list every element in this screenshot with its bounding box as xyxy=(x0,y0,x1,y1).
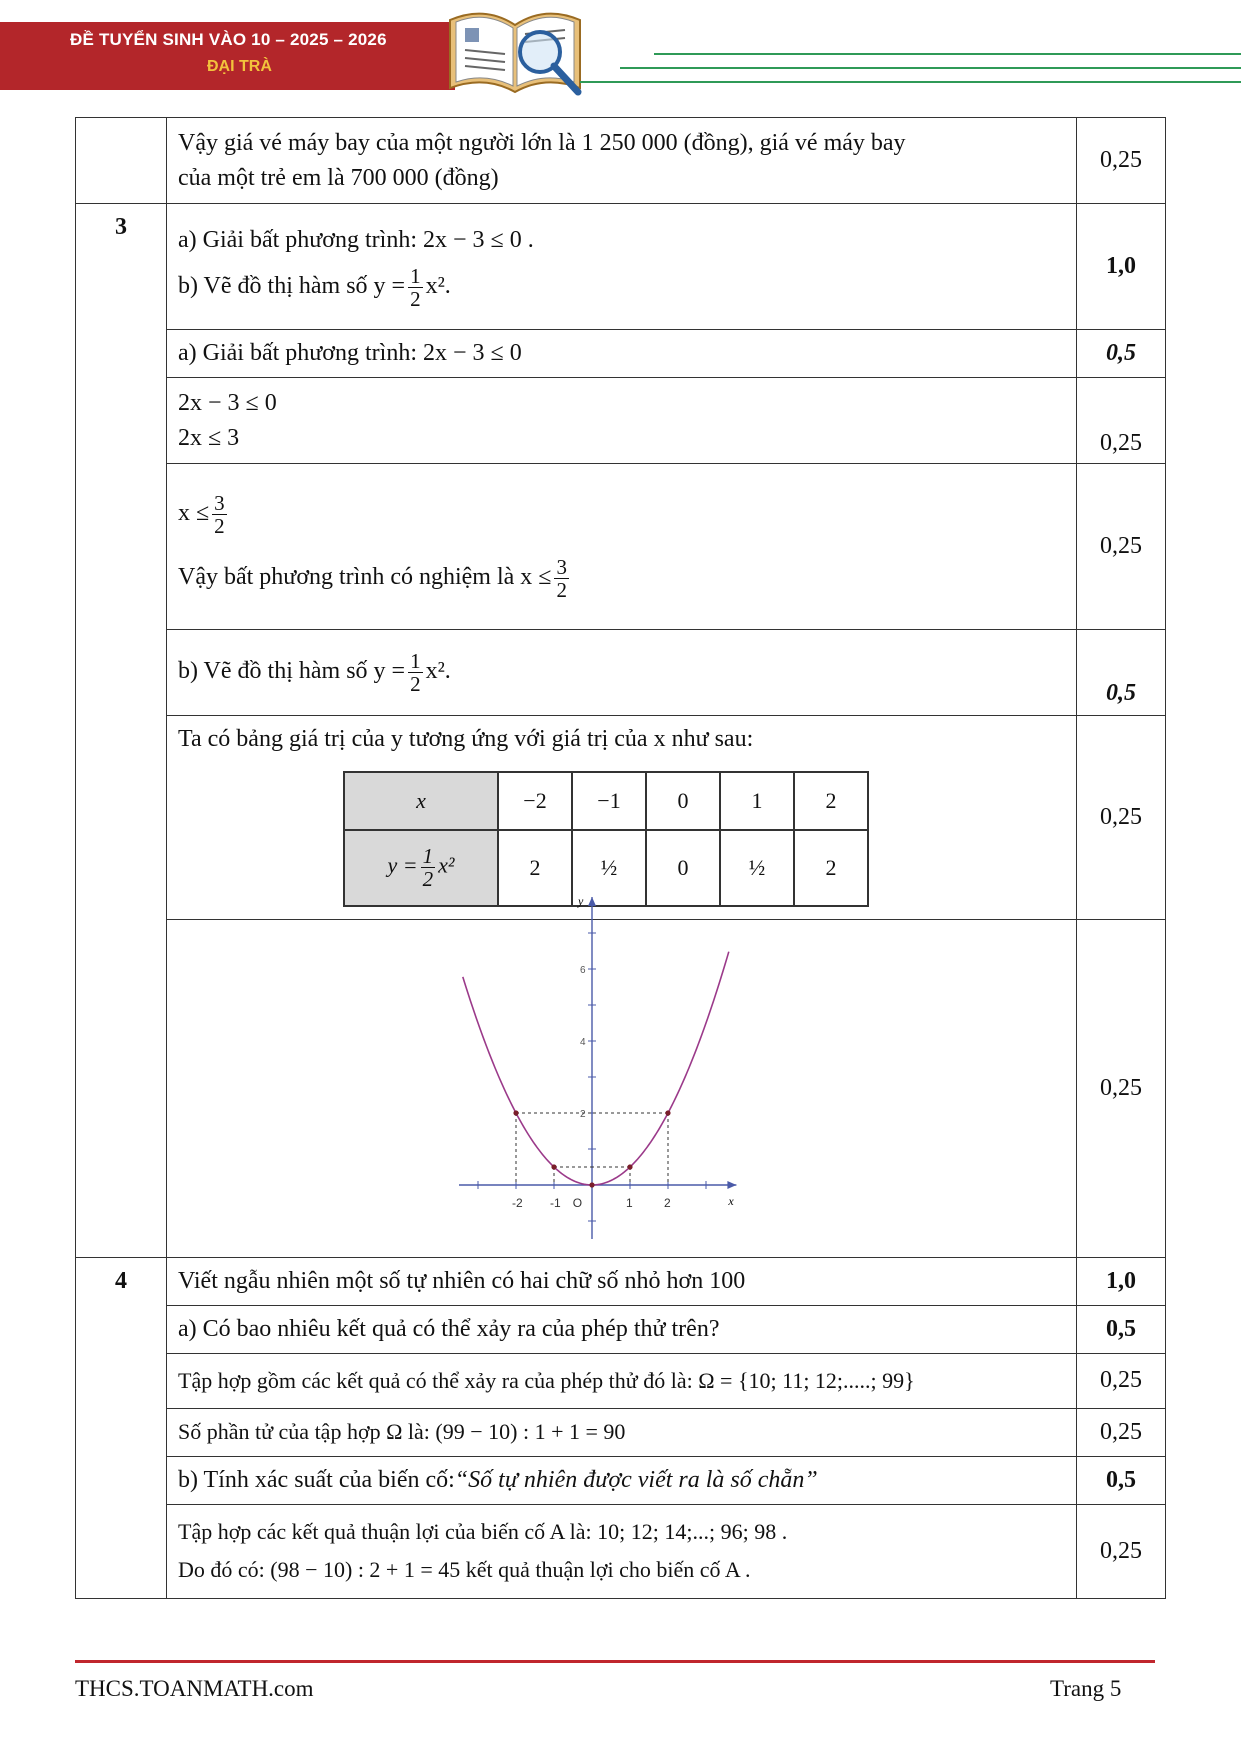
x-axis-label: x xyxy=(728,1193,734,1208)
answer-text: Tập hợp các kết quả thuận lợi của biến cố A là: 10; 12; 14;...; 96; 98 . xyxy=(178,1519,788,1545)
score-cell: 0,5 xyxy=(1077,330,1166,378)
answer-text: Do đó có: (98 − 10) : 2 + 1 = 45 kết quả thuận lợi cho biến cố A . xyxy=(178,1557,751,1583)
fraction: $\frac{3}{2}$ xyxy=(556,554,567,602)
score-cell: 0,25 xyxy=(1077,1408,1166,1456)
score-cell: 0,25 xyxy=(1077,378,1166,464)
table-row xyxy=(76,378,1166,464)
score-cell: 0,25 xyxy=(1077,118,1166,204)
y-tick-label: 4 xyxy=(580,1036,586,1048)
header-subtitle: ĐẠI TRÀ xyxy=(207,58,272,75)
value-cell: 0 xyxy=(646,772,720,830)
page-number: Trang 5 xyxy=(1050,1676,1122,1701)
table-row xyxy=(76,330,1166,378)
value-cell: 0 xyxy=(646,830,720,906)
value-cell: ½ xyxy=(720,830,794,906)
score-cell: 0,25 xyxy=(1077,1353,1166,1408)
parabola-graph xyxy=(167,893,1060,1250)
data-point xyxy=(513,1110,518,1115)
value-table-header: y = $\frac{1}{2}$ x² xyxy=(344,830,498,906)
x-tick-label: -1 xyxy=(550,1195,561,1210)
data-point xyxy=(551,1164,556,1169)
fraction: $\frac{1}{2}$ xyxy=(410,264,421,312)
score-cell: 0,5 xyxy=(1077,1305,1166,1353)
table-row xyxy=(76,1408,1166,1456)
table-row xyxy=(76,1504,1166,1598)
score-cell: 1,0 xyxy=(1077,204,1166,330)
table-row xyxy=(76,716,1166,920)
axes xyxy=(459,897,736,1239)
fraction: $\frac{3}{2}$ xyxy=(214,491,225,539)
value-table-header: x xyxy=(344,772,498,830)
question-part-a: a) Giải bất phương trình: 2x − 3 ≤ 0 . xyxy=(178,226,534,253)
value-cell: 2 xyxy=(498,830,572,906)
answer-table xyxy=(75,117,1166,1599)
score-cell: 1,0 xyxy=(1077,1257,1166,1305)
table-row xyxy=(76,204,1166,330)
table-row xyxy=(76,1353,1166,1408)
score-cell: 0,25 xyxy=(1077,1504,1166,1598)
score-cell: 0,25 xyxy=(1077,464,1166,630)
answer-text: a) Giải bất phương trình: 2x − 3 ≤ 0 xyxy=(167,330,1077,378)
answer-text: Tập hợp gồm các kết quả có thể xảy ra của phép thử đó là: Ω = {10; 11; 12;.....; 99} xyxy=(167,1353,1077,1408)
value-cell: 1 xyxy=(720,772,794,830)
table-row xyxy=(76,1456,1166,1504)
header-title: ĐỀ TUYỂN SINH VÀO 10 – 2025 – 2026 xyxy=(70,30,387,49)
answer-text: Vậy giá vé máy bay của một người lớn là 1 250 000 (đồng), giá vé máy bay xyxy=(178,129,906,156)
question-text: Viết ngẫu nhiên một số tự nhiên có hai chữ số nhỏ hơn 100 xyxy=(167,1257,1077,1305)
table-row xyxy=(76,1257,1166,1305)
math-step: 2x ≤ 3 xyxy=(178,424,240,451)
data-point xyxy=(665,1110,670,1115)
conclusion: Vậy bất phương trình có nghiệm là x ≤ $\frac{3}{2}$ xyxy=(178,554,567,602)
table-row xyxy=(76,464,1166,630)
question-part-b: b) Tính xác suất của biến cố:“Số tự nhiên được viết ra là số chẵn” xyxy=(167,1456,1077,1504)
tick-labels xyxy=(512,894,734,1210)
footer-site: THCS.TOANMATH.com xyxy=(75,1676,314,1701)
value-cell: 2 xyxy=(794,772,868,830)
question-part-a: a) Có bao nhiêu kết quả có thể xảy ra của phép thử trên? xyxy=(167,1305,1077,1353)
table-row xyxy=(76,919,1166,1257)
score-cell: 0,25 xyxy=(1077,919,1166,1257)
value-cell: −2 xyxy=(498,772,572,830)
y-axis-label: y xyxy=(578,893,584,908)
x-tick-label: -2 xyxy=(512,1195,523,1210)
x-axis-arrow xyxy=(727,1181,736,1189)
value-table xyxy=(343,771,869,907)
y-tick-label: 6 xyxy=(580,964,586,976)
x-tick-label: O xyxy=(572,1195,583,1210)
question-part-b: b) Vẽ đồ thị hàm số y = $\frac{1}{2}$ x². xyxy=(178,648,451,696)
value-cell: 2 xyxy=(794,830,868,906)
parabola-curve xyxy=(463,951,729,1184)
data-point xyxy=(627,1164,632,1169)
math-step: x ≤ $\frac{3}{2}$ xyxy=(178,491,225,539)
question-part-b: b) Vẽ đồ thị hàm số y = $\frac{1}{2}$ x². xyxy=(178,264,451,312)
data-point xyxy=(589,1182,594,1187)
table-row xyxy=(76,630,1166,716)
score-cell: 0,5 xyxy=(1077,1456,1166,1504)
x-tick-label: 2 xyxy=(664,1195,671,1210)
table-row xyxy=(76,118,1166,204)
header-decor-lines xyxy=(580,50,1241,90)
fraction: $\frac{1}{2}$ xyxy=(410,648,421,696)
math-step: 2x − 3 ≤ 0 xyxy=(178,389,277,416)
answer-text: Ta có bảng giá trị của y tương ứng với giá trị của x như sau: xyxy=(178,726,754,752)
value-cell: ½ xyxy=(572,830,646,906)
y-tick-label: 2 xyxy=(580,1108,586,1120)
table-row xyxy=(76,1305,1166,1353)
score-cell: 0,25 xyxy=(1077,716,1166,920)
question-number: 4 xyxy=(76,1257,167,1598)
book-magnifier-icon xyxy=(440,0,590,100)
answer-text: Số phần tử của tập hợp Ω là: (99 − 10) : 1 + 1 = 90 xyxy=(167,1408,1077,1456)
footer-divider xyxy=(75,1660,1155,1663)
answer-text: của một trẻ em là 700 000 (đồng) xyxy=(178,164,499,191)
question-number: 3 xyxy=(76,204,167,1258)
score-cell: 0,5 xyxy=(1077,630,1166,716)
x-tick-label: 1 xyxy=(626,1195,633,1210)
value-cell: −1 xyxy=(572,772,646,830)
